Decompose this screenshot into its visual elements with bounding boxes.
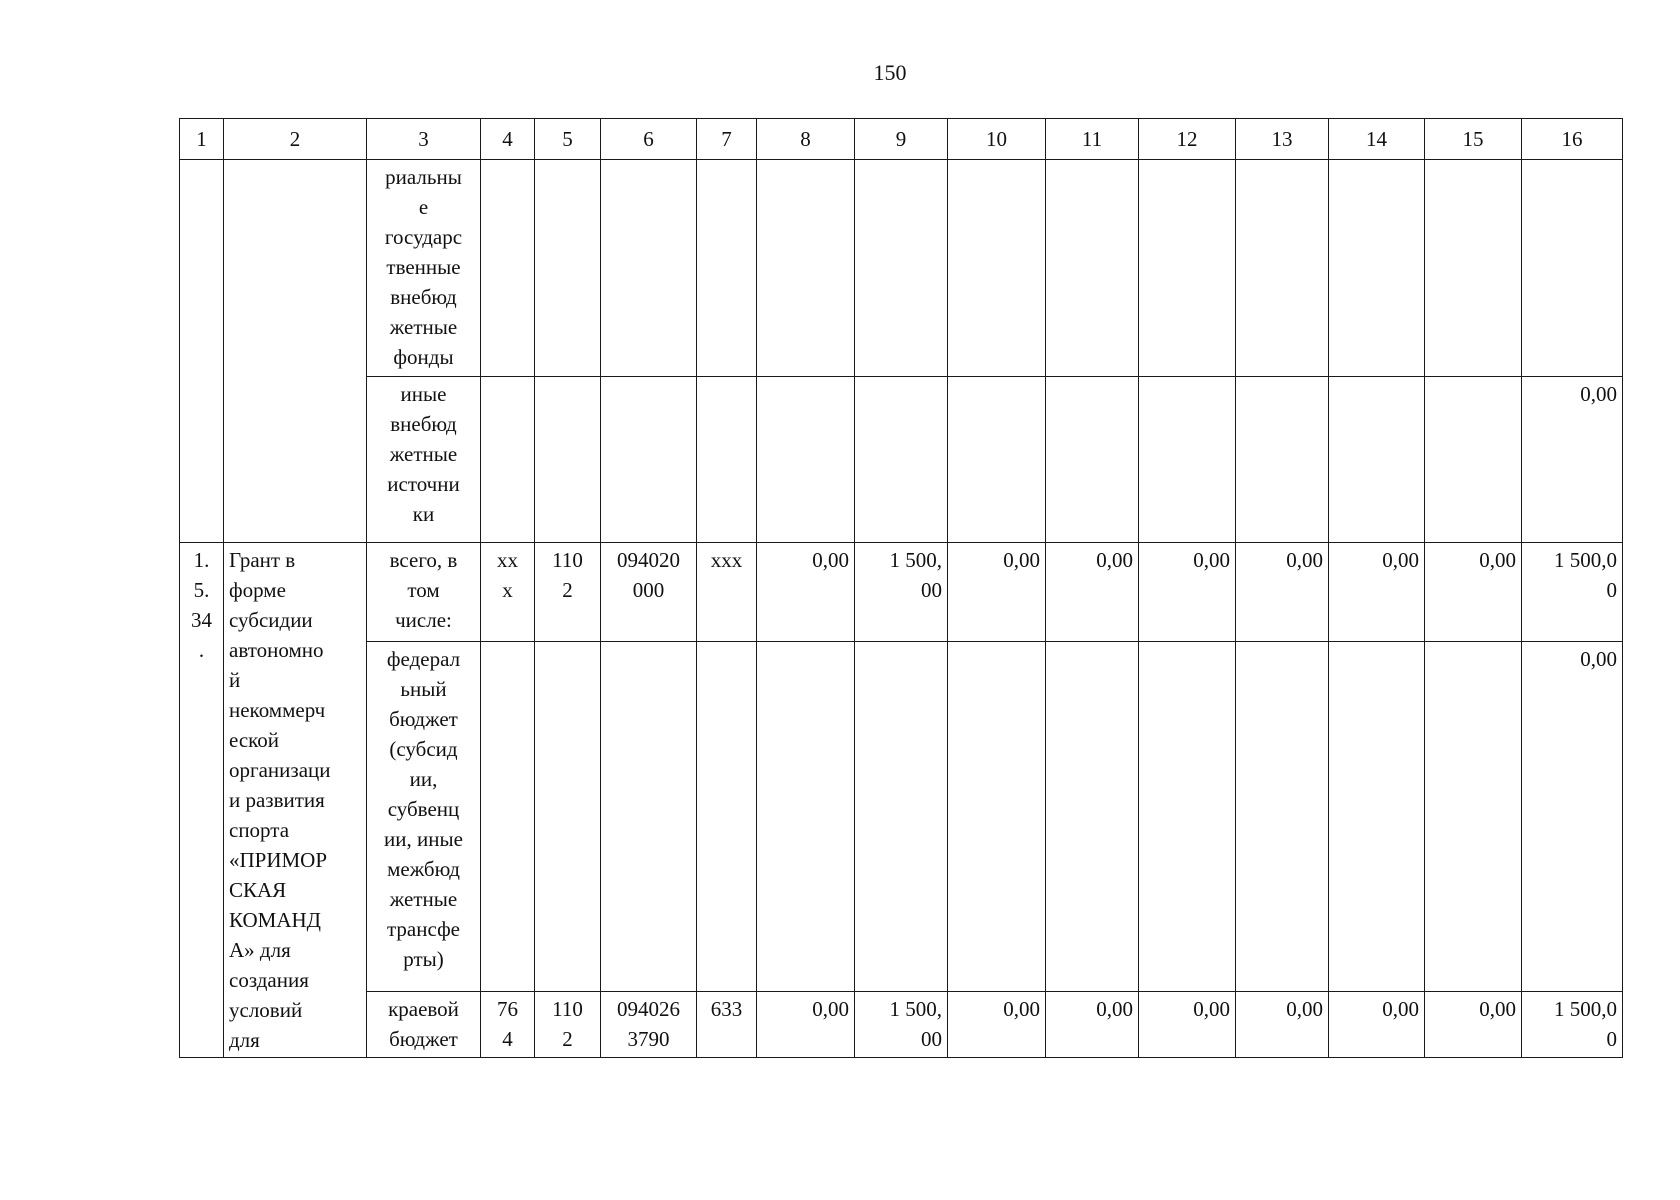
cell-empty (180, 160, 224, 543)
page-number: 150 (873, 60, 907, 85)
header-cell: 9 (855, 119, 948, 160)
header-cell: 6 (601, 119, 697, 160)
source-label: всего, в том числе: (367, 543, 481, 642)
table-row (180, 543, 1623, 642)
header-cell: 11 (1046, 119, 1139, 160)
code-cell: 110 2 (535, 543, 601, 642)
header-cell: 1 (180, 119, 224, 160)
cell-empty (224, 160, 367, 543)
item-name: Грант в форме субсидии автономно й некоммерч еской организаци и развития спорта «ПРИМОР СКАЯ КОМАНД А» для создания условий для (224, 543, 367, 1058)
code-cell: 633 (697, 992, 757, 1058)
header-cell: 8 (757, 119, 855, 160)
value-cell: 0,00 (1236, 543, 1329, 642)
header-cell: 14 (1329, 119, 1425, 160)
value-cell: 0,00 (1522, 377, 1623, 543)
value-cell: 0,00 (1236, 992, 1329, 1058)
source-label: краевой бюджет (367, 992, 481, 1058)
header-cell: 13 (1236, 119, 1329, 160)
header-cell: 2 (224, 119, 367, 160)
value-cell: 0,00 (1139, 543, 1236, 642)
code-cell: 76 4 (481, 992, 535, 1058)
value-cell: 0,00 (1425, 992, 1522, 1058)
table-row (180, 992, 1623, 1058)
code-cell: ххх (697, 543, 757, 642)
table-row (180, 160, 1623, 377)
code-cell: 094020 000 (601, 543, 697, 642)
code-cell: хх х (481, 543, 535, 642)
value-cell: 0,00 (1329, 992, 1425, 1058)
header-cell: 7 (697, 119, 757, 160)
value-cell: 0,00 (1046, 992, 1139, 1058)
value-cell: 0,00 (757, 992, 855, 1058)
header-row (180, 119, 1623, 160)
header-cell: 4 (481, 119, 535, 160)
source-label: федерал ьный бюджет (субсид ии, субвенц ии, иные межбюд жетные трансфе рты) (367, 641, 481, 991)
source-label: иные внебюд жетные источни ки (367, 377, 481, 543)
code-cell: 094026 3790 (601, 992, 697, 1058)
table-row (180, 377, 1623, 543)
value-cell: 0,00 (1046, 543, 1139, 642)
value-cell: 0,00 (1329, 543, 1425, 642)
value-cell: 0,00 (1425, 543, 1522, 642)
value-cell: 0,00 (1139, 992, 1236, 1058)
value-cell: 1 500,0 0 (1522, 543, 1623, 642)
header-cell: 3 (367, 119, 481, 160)
value-cell: 1 500, 00 (855, 992, 948, 1058)
header-cell: 15 (1425, 119, 1522, 160)
value-cell: 0,00 (948, 543, 1046, 642)
value-cell: 1 500,0 0 (1522, 992, 1623, 1058)
header-cell: 16 (1522, 119, 1623, 160)
header-cell: 5 (535, 119, 601, 160)
table-row (180, 641, 1623, 991)
value-cell: 0,00 (757, 543, 855, 642)
value-cell: 0,00 (1522, 641, 1623, 991)
header-cell: 12 (1139, 119, 1236, 160)
code-cell: 110 2 (535, 992, 601, 1058)
budget-table (179, 118, 1623, 1058)
value-cell: 0,00 (948, 992, 1046, 1058)
item-number: 1. 5. 34 . (180, 543, 224, 1058)
source-label: риальны е государс твенные внебюд жетные фонды (367, 160, 481, 377)
value-cell: 1 500, 00 (855, 543, 948, 642)
header-cell: 10 (948, 119, 1046, 160)
